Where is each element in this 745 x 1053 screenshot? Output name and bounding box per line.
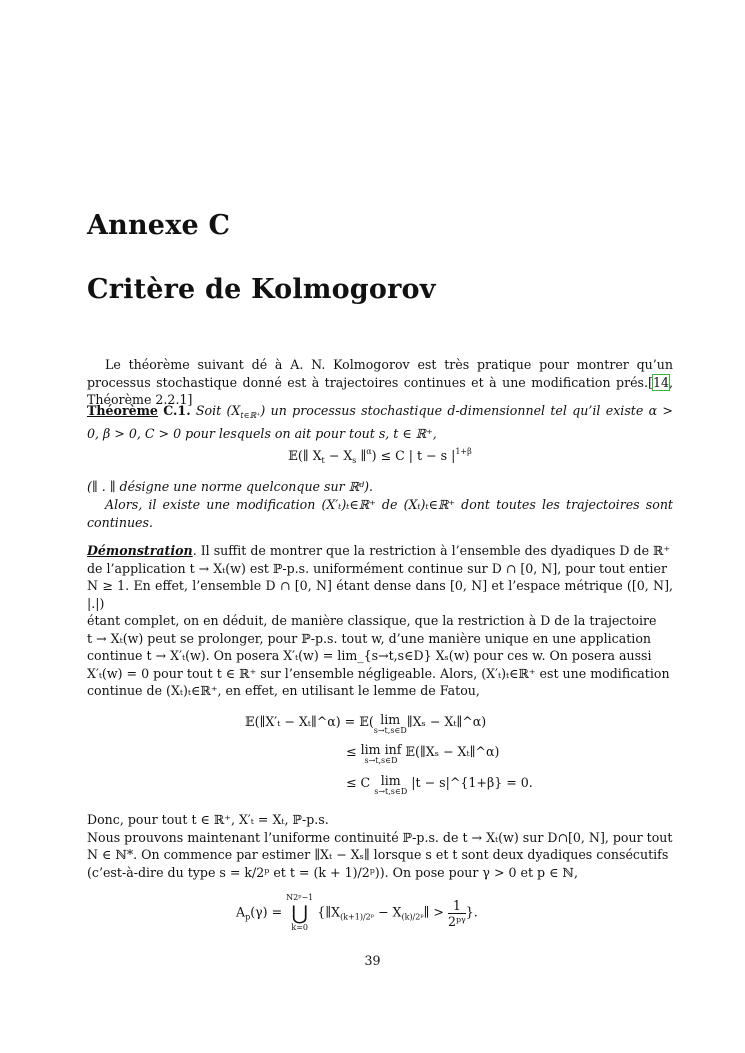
proof-line-1: de l’application t → Xₜ(w) est ℙ-p.s. uniformément continue sur D ∩ [0, N], pour tout entier [87,560,667,576]
proof-label: Démonstration [87,543,193,558]
theorem-label: Théorème [87,403,158,418]
ap-equation: $A_p(\gamma)$ = N2ᵖ−1 ⋃ k=0 {$\parallel X_{(k+1)/2ᵖ}$ − $X_{(k)/2ᵖ}\parallel$ > $\frac{1}{\text{2ᵖᵞ}}$ }. [236,893,478,932]
citation-suffix: , Théorème 2.2.1] [87,374,673,407]
intro-paragraph: Le théorème suivant dé à A. N. Kolmogorov est très pratique pour montrer qu’un processus stochastique donné est à trajectoires continues et à une modification prés.[14, Théorème 2.2.1] [87,357,673,407]
after-line-1: Donc, pour tout t ∈ ℝ⁺, X′ₜ = Xₜ, ℙ-p.s. [87,812,329,827]
fatou-row-2: ≤ lim inf s→t,s∈D 𝔼(∥Xₛ − Xₜ∥^α) [346,742,500,765]
fatou-row-1: 𝔼(∥X′ₜ − Xₜ∥^α) = 𝔼( lim s→t,s∈D ∥Xₛ − Xₜ∥^α) [245,712,487,735]
proof-line-0: . Il suffit de montrer que la restriction à l’ensemble des dyadiques D de ℝ⁺ [192,543,671,558]
fatou-row-3: ≤ C lim s→t,s∈D |t − s|^{1+β} = 0. [346,773,533,796]
theorem-number: C.1. [163,403,191,418]
after-line-4: (c’est-à-dire du type s = k/2ᵖ et t = (k + 1)/2ᵖ)). On pose pour γ > 0 et p ∈ ℕ, [87,864,578,880]
proof-line-3: étant complet, on en déduit, de manière classique, que la restriction à D de la trajectoire [87,613,657,628]
intro-text: Le théorème suivant dé à A. N. Kolmogorov est très pratique pour montrer qu’un processus stochastique donné est à trajectoires continues et à une modification prés. [87,357,673,390]
page-number: 39 [364,953,381,968]
theorem-conclusion: Alors, il existe une modification (X′ₜ)ₜ∈ℝ⁺ de (Xₜ)ₜ∈ℝ⁺ dont toutes les trajectoires sont continues. [87,497,673,530]
proof-line-7: continue de (Xₜ)ₜ∈ℝ⁺, en effet, en utilisant le lemme de Fatou, [87,683,480,698]
theorem-equation: 𝔼(∥ $X_t - X_s$ ∥$^\alpha$) ≤ C | t − s $|^{1+\beta}$ [288,447,472,465]
norm-note: (∥ . ∥ désigne une norme quelconque sur ℝᵈ). [87,479,374,494]
after-line-2: Nous prouvons maintenant l’uniforme continuité ℙ-p.s. de t → Xₜ(w) sur D∩[0, N], pour tout [87,829,673,845]
proof-line-4: t → Xₜ(w) peut se prolonger, pour ℙ-p.s. tout w, d’une manière unique en une application [87,630,652,646]
after-line-3: N ∈ ℕ*. On commence par estimer ∥Xₜ − Xₛ∥ lorsque s et t sont deux dyadiques consécutifs [87,847,669,862]
proof-line-2: N ≥ 1. En effet, l’ensemble D ∩ [0, N] étant dense dans [0, N] et l’espace métrique ([0, N], |.|) [87,578,673,611]
citation-link[interactable]: 14 [652,374,669,390]
proof-line-6: X′ₜ(w) = 0 pour tout t ∈ ℝ⁺ sur l’ensemble négligeable. Alors, (X′ₜ)ₜ∈ℝ⁺ est une modification [87,665,670,681]
proof-line-5: continue t → X′ₜ(w). On posera X′ₜ(w) = lim_{s→t,s∈D} Xₛ(w) pour ces w. On posera aussi [87,648,652,663]
after-paragraph [87,811,673,881]
chapter-label: Annexe C [87,210,231,241]
theorem-line1: Soit $(X_{t\in ℝ^+})$ un processus stochastique d-dimensionnel tel qu’il existe α > [195,403,673,420]
theorem-line2: 0, β > 0, C > 0 pour lesquels on ait pour tout s, t ∈ ℝ⁺, [87,425,437,441]
theorem-block [87,402,673,442]
proof-paragraph [87,542,673,700]
chapter-title: Critère de Kolmogorov [87,274,436,305]
